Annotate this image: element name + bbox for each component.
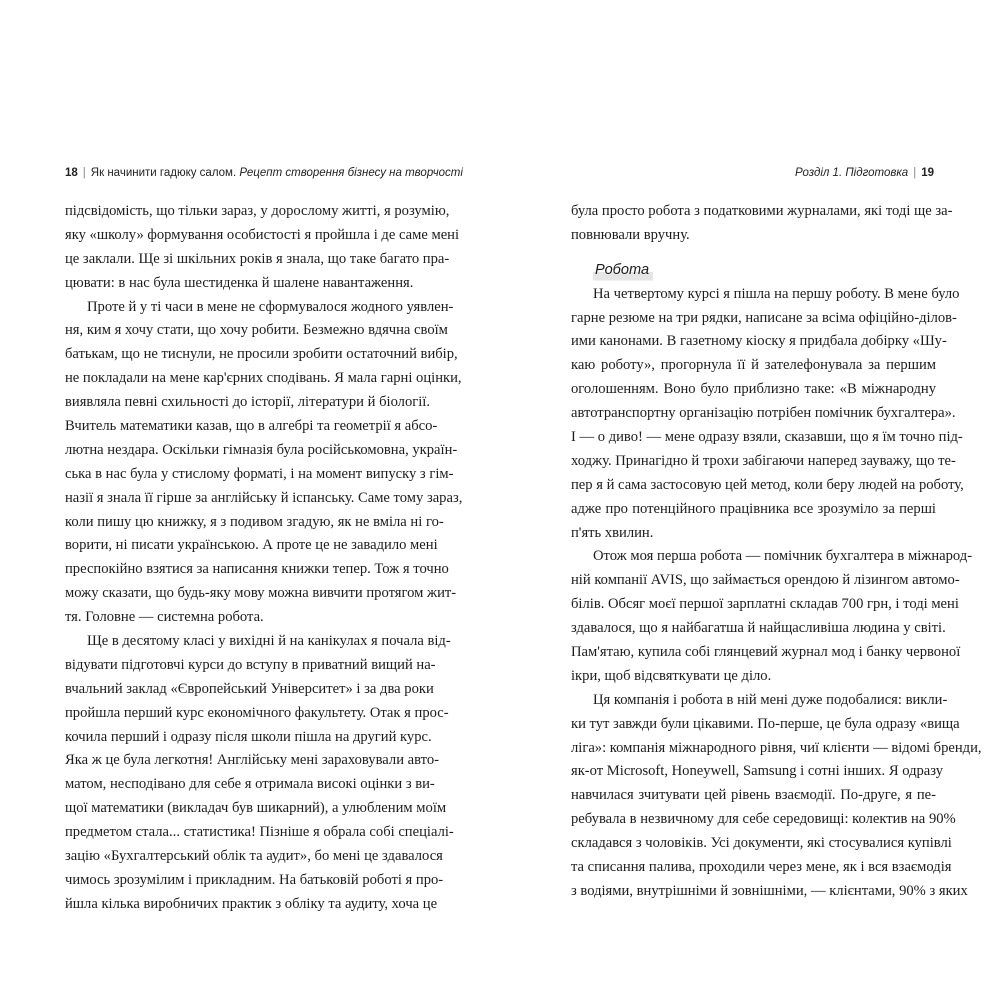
text-line: повнювали вручну. (571, 226, 690, 243)
text-line: тя. Головне — системна робота. (65, 609, 264, 626)
text-line: ходжу. Принагідно й трохи забігаючи наперед зауважу, що те- (571, 452, 956, 469)
text-line: Яка ж це була легкотня! Англійську мені зараховували авто- (65, 752, 439, 769)
text-line: та списання палива, проходили через мене, як і вся взаємодія (571, 859, 952, 876)
text-line: була просто робота з податковими журналами, які тоді ще за- (571, 203, 953, 219)
text-line: батькам, що не тиснули, не просили зробити остаточний вибір, (65, 346, 458, 363)
text-line: пройшла перший курс економічного факультету. Отак я прос- (65, 704, 449, 721)
book-title: Як начинити гадюку салом. (90, 167, 237, 179)
text-line: складався з чоловіків. Усі документи, які стосувалися купівлі (571, 835, 952, 852)
text-line: з водіями, внутрішніми й зовнішніми, — клієнтами, 90% з яких (571, 882, 968, 899)
text-line: ки тут завжди були цікавими. По-перше, це була одразу «вища (571, 715, 960, 732)
text-line: як-от Microsoft, Honeywell, Samsung і сотні інших. Я одразу (571, 763, 944, 780)
text-line: адже про потенційного працівника все зрозуміло за перші (571, 500, 936, 517)
text-line: лютна нездара. Оскільки гімназія була російськомовна, україн- (65, 441, 458, 458)
text-line: назії я знала її гірше за англійську й іспанську. Саме тому зараз, (65, 489, 463, 506)
text-line: гарне резюме на три рядки, написане за всіма офіційно-ділов- (571, 309, 957, 326)
text-line: можу сказати, що будь-яку мову можна вивчити протягом жит- (65, 585, 457, 602)
book-subtitle: Рецепт створення бізнесу на творчості (239, 167, 463, 179)
text-line: пер я й сама застосовую цей метод, коли беру людей на роботу, (571, 476, 964, 493)
text-line: виявляла певні схильності до історії, літератури й біології. (65, 394, 430, 411)
text-line: Отож моя перша робота — помічник бухгалтера в міжнарод- (593, 548, 973, 565)
text-line: оголошенням. Воно було приблизно таке: «В міжнародну (571, 381, 936, 398)
left-body-text (65, 200, 463, 917)
right-page (500, 0, 1000, 1000)
text-line: відувати підготовчі курси до вступу в приватний вищий на- (65, 656, 436, 673)
text-line: яку «школу» формування особистості я пройшла і де саме мені (65, 226, 460, 243)
left-running-head (65, 166, 463, 180)
section-heading (571, 259, 936, 283)
text-line: ська в нас була у стислому форматі, і на момент випуску з гім- (65, 465, 454, 482)
chapter-title: Розділ 1. Підготовка (794, 167, 909, 179)
text-line: ліга»: компанія міжнародного рівня, чиї клієнти — відомі бренди, (571, 739, 982, 756)
text-line: Ще в десятому класі у вихідні й на канікулах я почала від- (87, 633, 451, 650)
right-running-head (795, 166, 934, 180)
text-line: Вчитель математики казав, що в алгебрі та геометрії я абсо- (65, 418, 438, 435)
text-line: автотранспортну організацію потрібен помічник бухгалтера». (571, 405, 956, 422)
right-page-number: 19 (921, 167, 934, 179)
text-line: ребувала в незвичному для себе середовищі: колектив на 90% (571, 811, 956, 828)
text-line: здавалося, що я найбагатша й найщасливіша людина у світі. (571, 620, 946, 637)
text-line: ворити, ні писати українською. А проте це не завадило мені (65, 537, 438, 554)
text-line: На четвертому курсі я пішла на першу роботу. В мене було (593, 285, 960, 302)
header-separator: | (82, 167, 86, 179)
text-line: п'ять хвилин. (571, 524, 654, 541)
right-intro-paragraph (571, 200, 953, 248)
text-line: ікри, щоб відсвяткувати це діло. (571, 667, 772, 684)
text-line: не покладали на мене кар'єрних сподівань. Я мала гарні оцінки, (65, 370, 462, 387)
text-line: цювати: в нас була шестиденка й шалене навантаження. (65, 274, 414, 291)
text-line: ими канонами. В газетному кіоску я придбала добірку «Шу- (571, 333, 947, 350)
text-line: матом, несподівано для себе я отримала високі оцінки з ви- (65, 776, 435, 793)
text-line: підсвідомість, що тільки зараз, у дорослому житті, я розумію, (65, 203, 450, 219)
right-section-text (571, 283, 982, 904)
text-line: зацію «Бухгалтерський облік та аудит», бо мені це здавалося (65, 848, 443, 865)
right-body-text (571, 200, 982, 904)
text-line: ня, ким я хочу стати, що хочу робити. Безмежно вдячна своїм (65, 322, 448, 339)
text-line: чимось зрозумілим і прикладним. На батьковій роботі я про- (65, 871, 444, 888)
text-line: це заклали. Ще зі шкільних років я знала, що таке багато пра- (65, 250, 450, 267)
text-line: йшла кілька виробничих практик з обліку та аудиту, хоча це (65, 895, 438, 912)
section-heading-label: Робота (593, 259, 653, 283)
text-line: білів. Обсяг моєї першої зарплатні складав 700 грн, і тоді мені (571, 596, 959, 613)
text-line: каю роботу», прогорнула її й зателефонувала за першим (571, 357, 936, 374)
text-line: І — о диво! — мене одразу взяли, сказавши, що я їм точно під- (571, 429, 963, 446)
text-line: кочила перший і одразу після школи пішла на другий курс. (65, 728, 432, 745)
text-line: Проте й у ті часи в мене не сформувалося жодного уявлен- (87, 298, 454, 315)
text-line: преспокійно взятися за написання книжки тепер. Тож я точно (65, 561, 449, 578)
text-line: Ця компанія і робота в ній мені дуже подобалися: викли- (593, 691, 948, 708)
text-line: вчальний заклад «Європейський Університет» і за два роки (65, 680, 434, 697)
text-line: навчилася зчитувати цей рівень взаємодії. По-друге, я пе- (571, 787, 936, 804)
text-line: ній компанії AVIS, що займається орендою й лізингом автомо- (571, 572, 960, 589)
text-line: щої математики (викладач був шикарний), а улюбленим моїм (65, 800, 447, 817)
header-separator: | (913, 167, 917, 179)
text-line: Пам'ятаю, купила собі глянцевий журнал мод і банку червоної (571, 644, 961, 661)
left-page-number: 18 (65, 167, 78, 179)
text-line: предметом стала... статистика! Пізніше я обрала собі спеціалі- (65, 824, 454, 841)
text-line: коли пишу цю книжку, я з подивом згадую, як не вміла ні го- (65, 513, 444, 530)
